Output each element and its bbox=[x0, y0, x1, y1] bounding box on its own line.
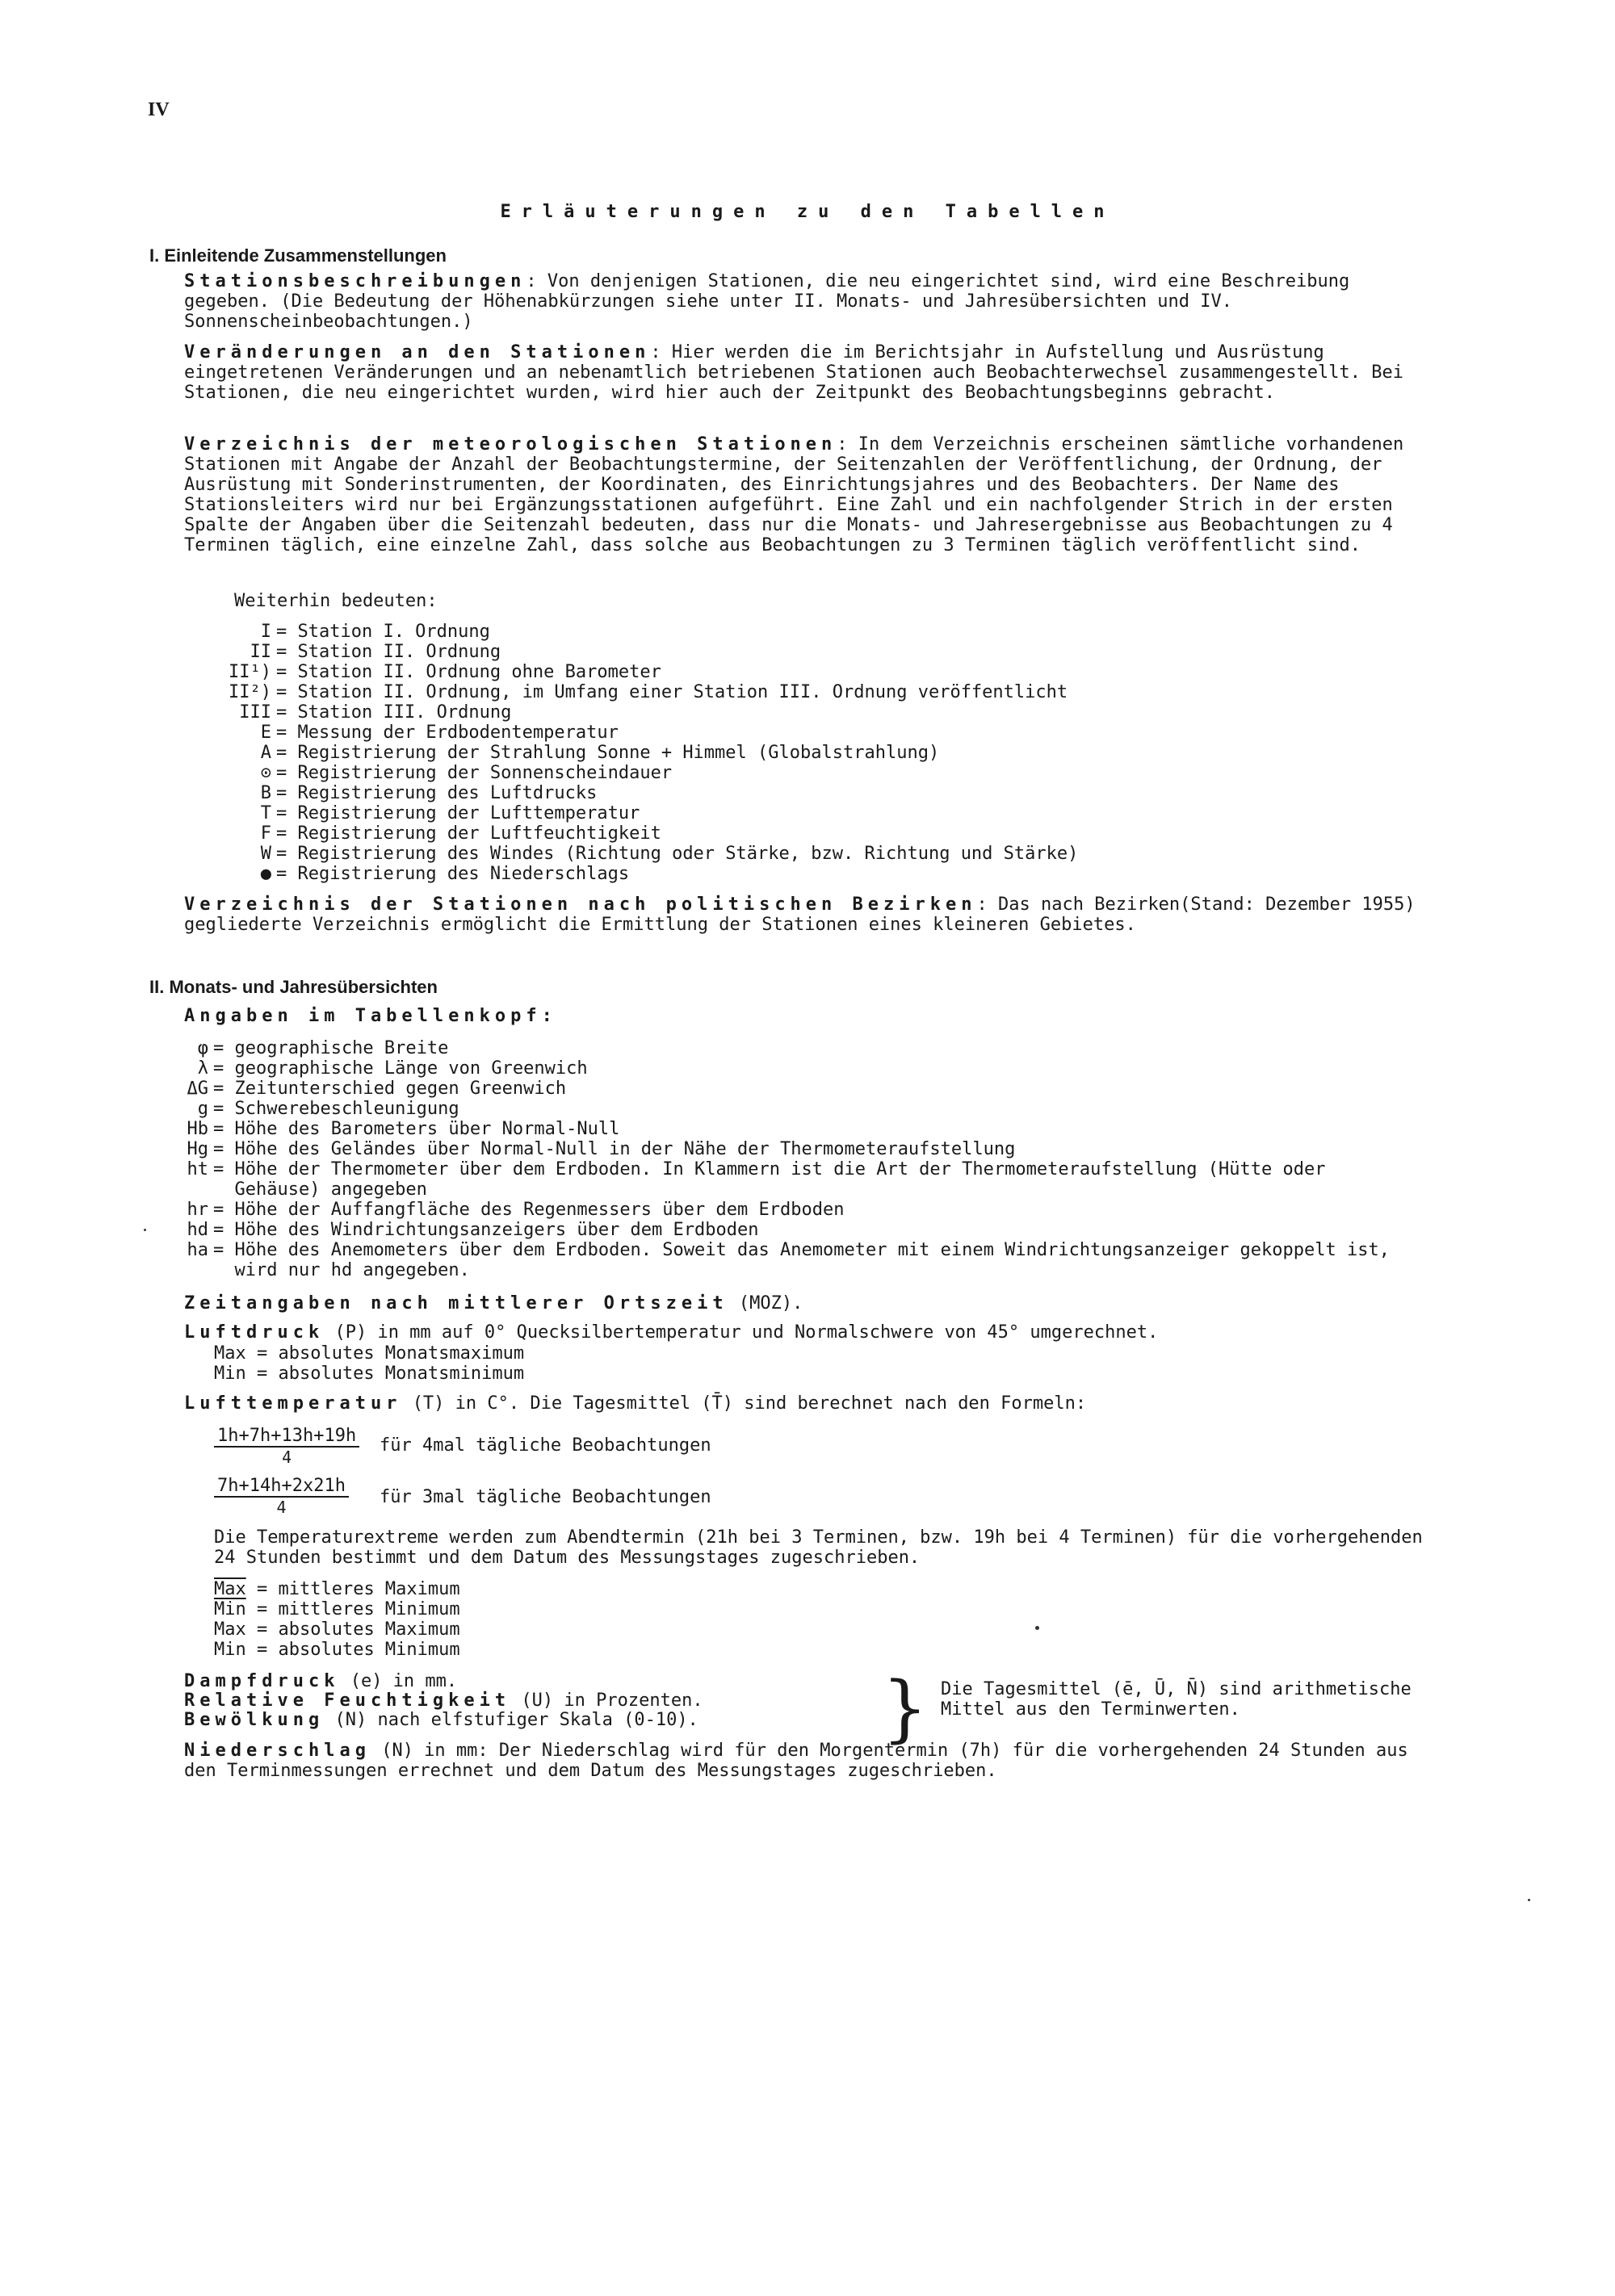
fraction-numerator: 7h+14h+2x21h bbox=[214, 1476, 349, 1498]
daily-means-note-line-1: Die Tagesmittel (ē, Ū, N̄) sind arithmetische bbox=[941, 1679, 1412, 1699]
table-header-symbols-list bbox=[168, 1038, 1390, 1280]
formula-3-observations bbox=[214, 1476, 349, 1518]
list-item-symbol bbox=[168, 1260, 213, 1280]
temperature-extremes-list bbox=[214, 1579, 460, 1660]
paragraph-lufttemperatur bbox=[184, 1393, 1444, 1414]
list-item-description: = Zeitunterschied gegen Greenwich bbox=[213, 1079, 567, 1099]
paragraph-head: Zeitangaben nach mittlerer Ortszeit bbox=[184, 1293, 728, 1313]
list-item bbox=[194, 662, 1078, 682]
paragraph-head: Verzeichnis der Stationen nach politischen Bezirken bbox=[184, 895, 977, 915]
list-item-description: = Station III. Ordnung bbox=[276, 702, 512, 723]
list-item-description: = Höhe der Auffangfläche des Regenmessers über dem Erdboden bbox=[213, 1200, 845, 1220]
list-item-symbol: λ bbox=[197, 1058, 208, 1079]
list-item bbox=[194, 823, 1078, 844]
list-item bbox=[194, 743, 1078, 763]
list-item-description: = Registrierung des Luftdrucks bbox=[276, 783, 598, 803]
table-header-items-title: Angaben im Tabellenkopf: bbox=[184, 1006, 557, 1026]
paragraph-text: (N) in mm: Der Niederschlag wird für den Morgentermin (7h) für die vorhergehenden 24 Stunden aus den Terminmessungen errechnet und dem Datum des Messungstages zugeschrieben. bbox=[184, 1741, 1408, 1781]
list-item-symbol: F bbox=[260, 823, 271, 844]
list-item-description: = Registrierung der Strahlung Sonne + Himmel (Globalstrahlung) bbox=[276, 743, 940, 763]
list-item-description: = mittleres Minimum bbox=[245, 1599, 460, 1619]
list-item-symbol bbox=[168, 1179, 213, 1200]
formula-4-label: für 4mal tägliche Beobachtungen bbox=[380, 1435, 711, 1456]
list-item bbox=[194, 844, 1078, 864]
paragraph-text: (N) nach elfstufiger Skala (0-10). bbox=[334, 1710, 698, 1730]
fraction-denominator: 4 bbox=[276, 1498, 287, 1517]
list-item-description: = Station I. Ordnung bbox=[276, 622, 490, 642]
paragraph-head: Verzeichnis der meteorologischen Stationen bbox=[184, 434, 837, 455]
list-item-symbol: ΔG bbox=[187, 1079, 208, 1099]
list-item bbox=[168, 1240, 1390, 1260]
list-item-description: = Station II. Ordnung ohne Barometer bbox=[276, 662, 661, 682]
pressure-min: Min = absolutes Monatsminimum bbox=[214, 1364, 525, 1384]
list-item-symbol: W bbox=[260, 844, 271, 864]
paragraph-verzeichnis-bezirke bbox=[184, 895, 1444, 935]
list-item-description: = Höhe des Geländes über Normal-Null in der Nähe der Thermometeraufstellung bbox=[213, 1139, 1016, 1159]
list-item bbox=[168, 1159, 1390, 1179]
list-item-symbol: g bbox=[197, 1099, 208, 1119]
paragraph-zeitangaben bbox=[184, 1293, 1444, 1313]
paragraph-text: (U) in Prozenten. bbox=[521, 1691, 703, 1711]
list-item-symbol: $\overline{Max}$ bbox=[214, 1579, 246, 1599]
list-item-symbol: hr bbox=[187, 1200, 208, 1220]
paragraph-head: Relative Feuchtigkeit bbox=[184, 1691, 511, 1711]
list-item bbox=[194, 702, 1078, 723]
formula-4-observations bbox=[214, 1426, 359, 1468]
list-item-description: = Höhe der Thermometer über dem Erdboden. In Klammern ist die Art der Thermometeraufstellung (Hütte oder bbox=[213, 1159, 1326, 1179]
list-item bbox=[168, 1119, 1390, 1139]
list-item-description: = absolutes Minimum bbox=[245, 1640, 460, 1660]
list-item-symbol: Hg bbox=[187, 1139, 208, 1159]
list-item-symbol: B bbox=[260, 783, 271, 803]
paragraph-head: Stationsbeschreibungen bbox=[184, 271, 526, 291]
paragraph-head: Dampfdruck bbox=[184, 1671, 340, 1691]
list-item-description: = Höhe des Windrichtungsanzeigers über dem Erdboden bbox=[213, 1220, 759, 1240]
paragraph-luftdruck bbox=[184, 1322, 1444, 1343]
right-brace: } bbox=[882, 1666, 929, 1751]
list-item-description: wird nur hd angegeben. bbox=[213, 1260, 470, 1280]
list-item-description: = geographische Länge von Greenwich bbox=[213, 1058, 588, 1079]
list-item bbox=[194, 642, 1078, 662]
list-item bbox=[168, 1058, 1390, 1079]
formula-3-label: für 3mal tägliche Beobachtungen bbox=[380, 1487, 711, 1507]
list-item-description: = mittleres Maximum bbox=[245, 1579, 460, 1599]
list-item-symbol: ht bbox=[187, 1159, 208, 1179]
scan-speck bbox=[1035, 1626, 1039, 1630]
list-item-symbol: Max bbox=[214, 1619, 246, 1640]
paragraph-head: Niederschlag bbox=[184, 1741, 371, 1761]
list-item bbox=[214, 1619, 460, 1640]
list-item-description: = Station II. Ordnung, im Umfang einer Station III. Ordnung veröffentlicht bbox=[276, 682, 1068, 702]
list-item-symbol: Min bbox=[214, 1640, 246, 1660]
list-item-symbol: ha bbox=[187, 1240, 208, 1260]
list-item-symbol: II bbox=[250, 642, 271, 662]
list-item-description: = Registrierung des Windes (Richtung oder Stärke, bzw. Richtung und Stärke) bbox=[276, 844, 1079, 864]
list-item-description: = Höhe des Anemometers über dem Erdboden. Soweit das Anemometer mit einem Windrichtungsanzeiger gekoppelt ist, bbox=[213, 1240, 1390, 1260]
paragraph-stationsbeschreibungen bbox=[184, 271, 1444, 332]
paragraph-text: : Hier werden die im Berichtsjahr in Aufstellung und Ausrüstung eingetretenen Veränderungen und an nebenamtlich betriebenen Stationen auch Beobachterwechsel zusammengestellt. Bei Stationen, die neu eingerichtet wurden, wird hier auch der Zeitpunkt des Beobachtungsbeginns gebracht. bbox=[184, 342, 1403, 403]
list-item bbox=[168, 1099, 1390, 1119]
list-item-symbol: T bbox=[260, 803, 271, 823]
list-item bbox=[214, 1579, 460, 1599]
list-item-description: = Registrierung der Luftfeuchtigkeit bbox=[276, 823, 661, 844]
list-item-symbol: Hb bbox=[187, 1119, 208, 1139]
daily-means-note-line-2: Mittel aus den Terminwerten. bbox=[941, 1699, 1240, 1720]
paragraph-text: (P) in mm auf 0° Quecksilbertemperatur und Normalschwere von 45° umgerechnet. bbox=[334, 1322, 1159, 1343]
list-item bbox=[194, 803, 1078, 823]
list-item bbox=[194, 864, 1078, 884]
paragraph-veraenderungen bbox=[184, 342, 1444, 403]
fraction bbox=[214, 1476, 349, 1518]
list-item-description: Gehäuse) angegeben bbox=[213, 1179, 427, 1200]
paragraph-niederschlag bbox=[184, 1741, 1444, 1781]
fraction-numerator: 1h+7h+13h+19h bbox=[214, 1426, 359, 1448]
paragraph-head: Bewölkung bbox=[184, 1710, 325, 1730]
list-item bbox=[194, 783, 1078, 803]
list-item-description: = Registrierung der Sonnenscheindauer bbox=[276, 763, 673, 783]
paragraph-text: (e) in mm. bbox=[350, 1671, 458, 1691]
list-item bbox=[194, 622, 1078, 642]
list-item bbox=[168, 1139, 1390, 1159]
page-title: Erläuterungen zu den Tabellen bbox=[500, 202, 1115, 222]
list-item-description: = Registrierung der Lufttemperatur bbox=[276, 803, 640, 823]
paragraph-text: : In dem Verzeichnis erscheinen sämtliche vorhandenen Stationen mit Angabe der Anzahl der Beobachtungstermine, der Seitenzahlen der Veröffentlichung, der Ordnung, der Ausrüstung mit Sonderinstrumenten, der Koordinaten, des Einrichtungsjahres und des Beobachters. Der Name des Stationsleiters wird nur bei Ergänzungsstationen aufgeführt. Eine Zahl und ein nachfolgender Strich in der ersten Spalte der Angaben über die Seitenzahl bedeuten, dass nur die Monats- und Jahresergebnisse aus Beobachtungen zu 4 Terminen täglich, eine einzelne Zahl, dass solche aus Beobachtungen zu 3 Terminen täglich veröffentlicht sind. bbox=[184, 434, 1404, 555]
fraction bbox=[214, 1426, 359, 1468]
list-item-symbol: III bbox=[239, 702, 271, 723]
fraction-denominator: 4 bbox=[282, 1448, 292, 1467]
scan-speck bbox=[144, 1229, 146, 1231]
list-item bbox=[194, 682, 1078, 702]
paragraph-head: Veränderungen an den Stationen bbox=[184, 342, 651, 362]
paragraph-verzeichnis-stationen bbox=[184, 434, 1444, 555]
list-item-description: = absolutes Maximum bbox=[245, 1619, 460, 1640]
list-item bbox=[214, 1599, 460, 1619]
list-item-symbol: hd bbox=[187, 1220, 208, 1240]
further-meanings-label: Weiterhin bedeuten: bbox=[234, 591, 438, 611]
paragraph-temperature-extremes: Die Temperaturextreme werden zum Abendtermin (21h bei 3 Terminen, bzw. 19h bei 4 Terminen) für die vorhergehenden 24 Stunden bestimmt und dem Datum des Messungstages zugeschrieben. bbox=[214, 1527, 1423, 1568]
list-item-symbol: I bbox=[260, 622, 271, 642]
list-item bbox=[214, 1640, 460, 1660]
list-item-symbol: II²) bbox=[229, 682, 271, 702]
list-item bbox=[194, 763, 1078, 783]
list-item-symbol: II¹) bbox=[229, 662, 271, 682]
list-item bbox=[168, 1260, 1390, 1280]
list-item bbox=[168, 1038, 1390, 1058]
list-item-symbol: φ bbox=[197, 1038, 208, 1058]
list-item bbox=[168, 1179, 1390, 1200]
station-codes-list bbox=[194, 622, 1078, 884]
list-item-description: = geographische Breite bbox=[213, 1038, 449, 1058]
list-item-description: = Schwerebeschleunigung bbox=[213, 1099, 459, 1119]
list-item-symbol: ● bbox=[260, 864, 271, 884]
scan-speck bbox=[1528, 1899, 1530, 1901]
list-item-description: = Höhe des Barometers über Normal-Null bbox=[213, 1119, 620, 1139]
list-item-description: = Messung der Erdbodentemperatur bbox=[276, 723, 619, 743]
list-item bbox=[168, 1200, 1390, 1220]
section-2-heading: II. Monats- und Jahresübersichten bbox=[149, 977, 438, 997]
list-item-symbol: E bbox=[260, 723, 271, 743]
section-1-heading: I. Einleitende Zusammenstellungen bbox=[149, 245, 447, 266]
list-item-symbol: A bbox=[260, 743, 271, 763]
list-item-symbol: $\overline{Min}$ bbox=[214, 1599, 246, 1619]
paragraph-head: Luftdruck bbox=[184, 1322, 325, 1343]
list-item bbox=[168, 1220, 1390, 1240]
list-item bbox=[194, 723, 1078, 743]
paragraph-text: (MOZ). bbox=[738, 1293, 803, 1313]
page-number: IV bbox=[148, 99, 170, 120]
list-item-symbol: ⊙ bbox=[260, 763, 271, 783]
list-item-description: = Registrierung des Niederschlags bbox=[276, 864, 630, 884]
paragraph-text: : Das nach Bezirken(Stand: Dezember 1955) gegliederte Verzeichnis ermöglicht die Ermittlung der Stationen eines kleineren Gebietes. bbox=[184, 895, 1416, 935]
pressure-max: Max = absolutes Monatsmaximum bbox=[214, 1343, 525, 1364]
list-item-description: = Station II. Ordnung bbox=[276, 642, 501, 662]
paragraph-head: Lufttemperatur bbox=[184, 1393, 402, 1414]
paragraph-text: : Von denjenigen Stationen, die neu eingerichtet sind, wird eine Beschreibung gegeben. (Die Bedeutung der Höhenabkürzungen siehe unter II. Monats- und Jahresübersichten und IV. Sonnenscheinbeobachtungen.) bbox=[184, 271, 1350, 332]
list-item bbox=[168, 1079, 1390, 1099]
paragraph-text: (T) in C°. Die Tagesmittel (T̄) sind berechnet nach den Formeln: bbox=[412, 1393, 1087, 1414]
